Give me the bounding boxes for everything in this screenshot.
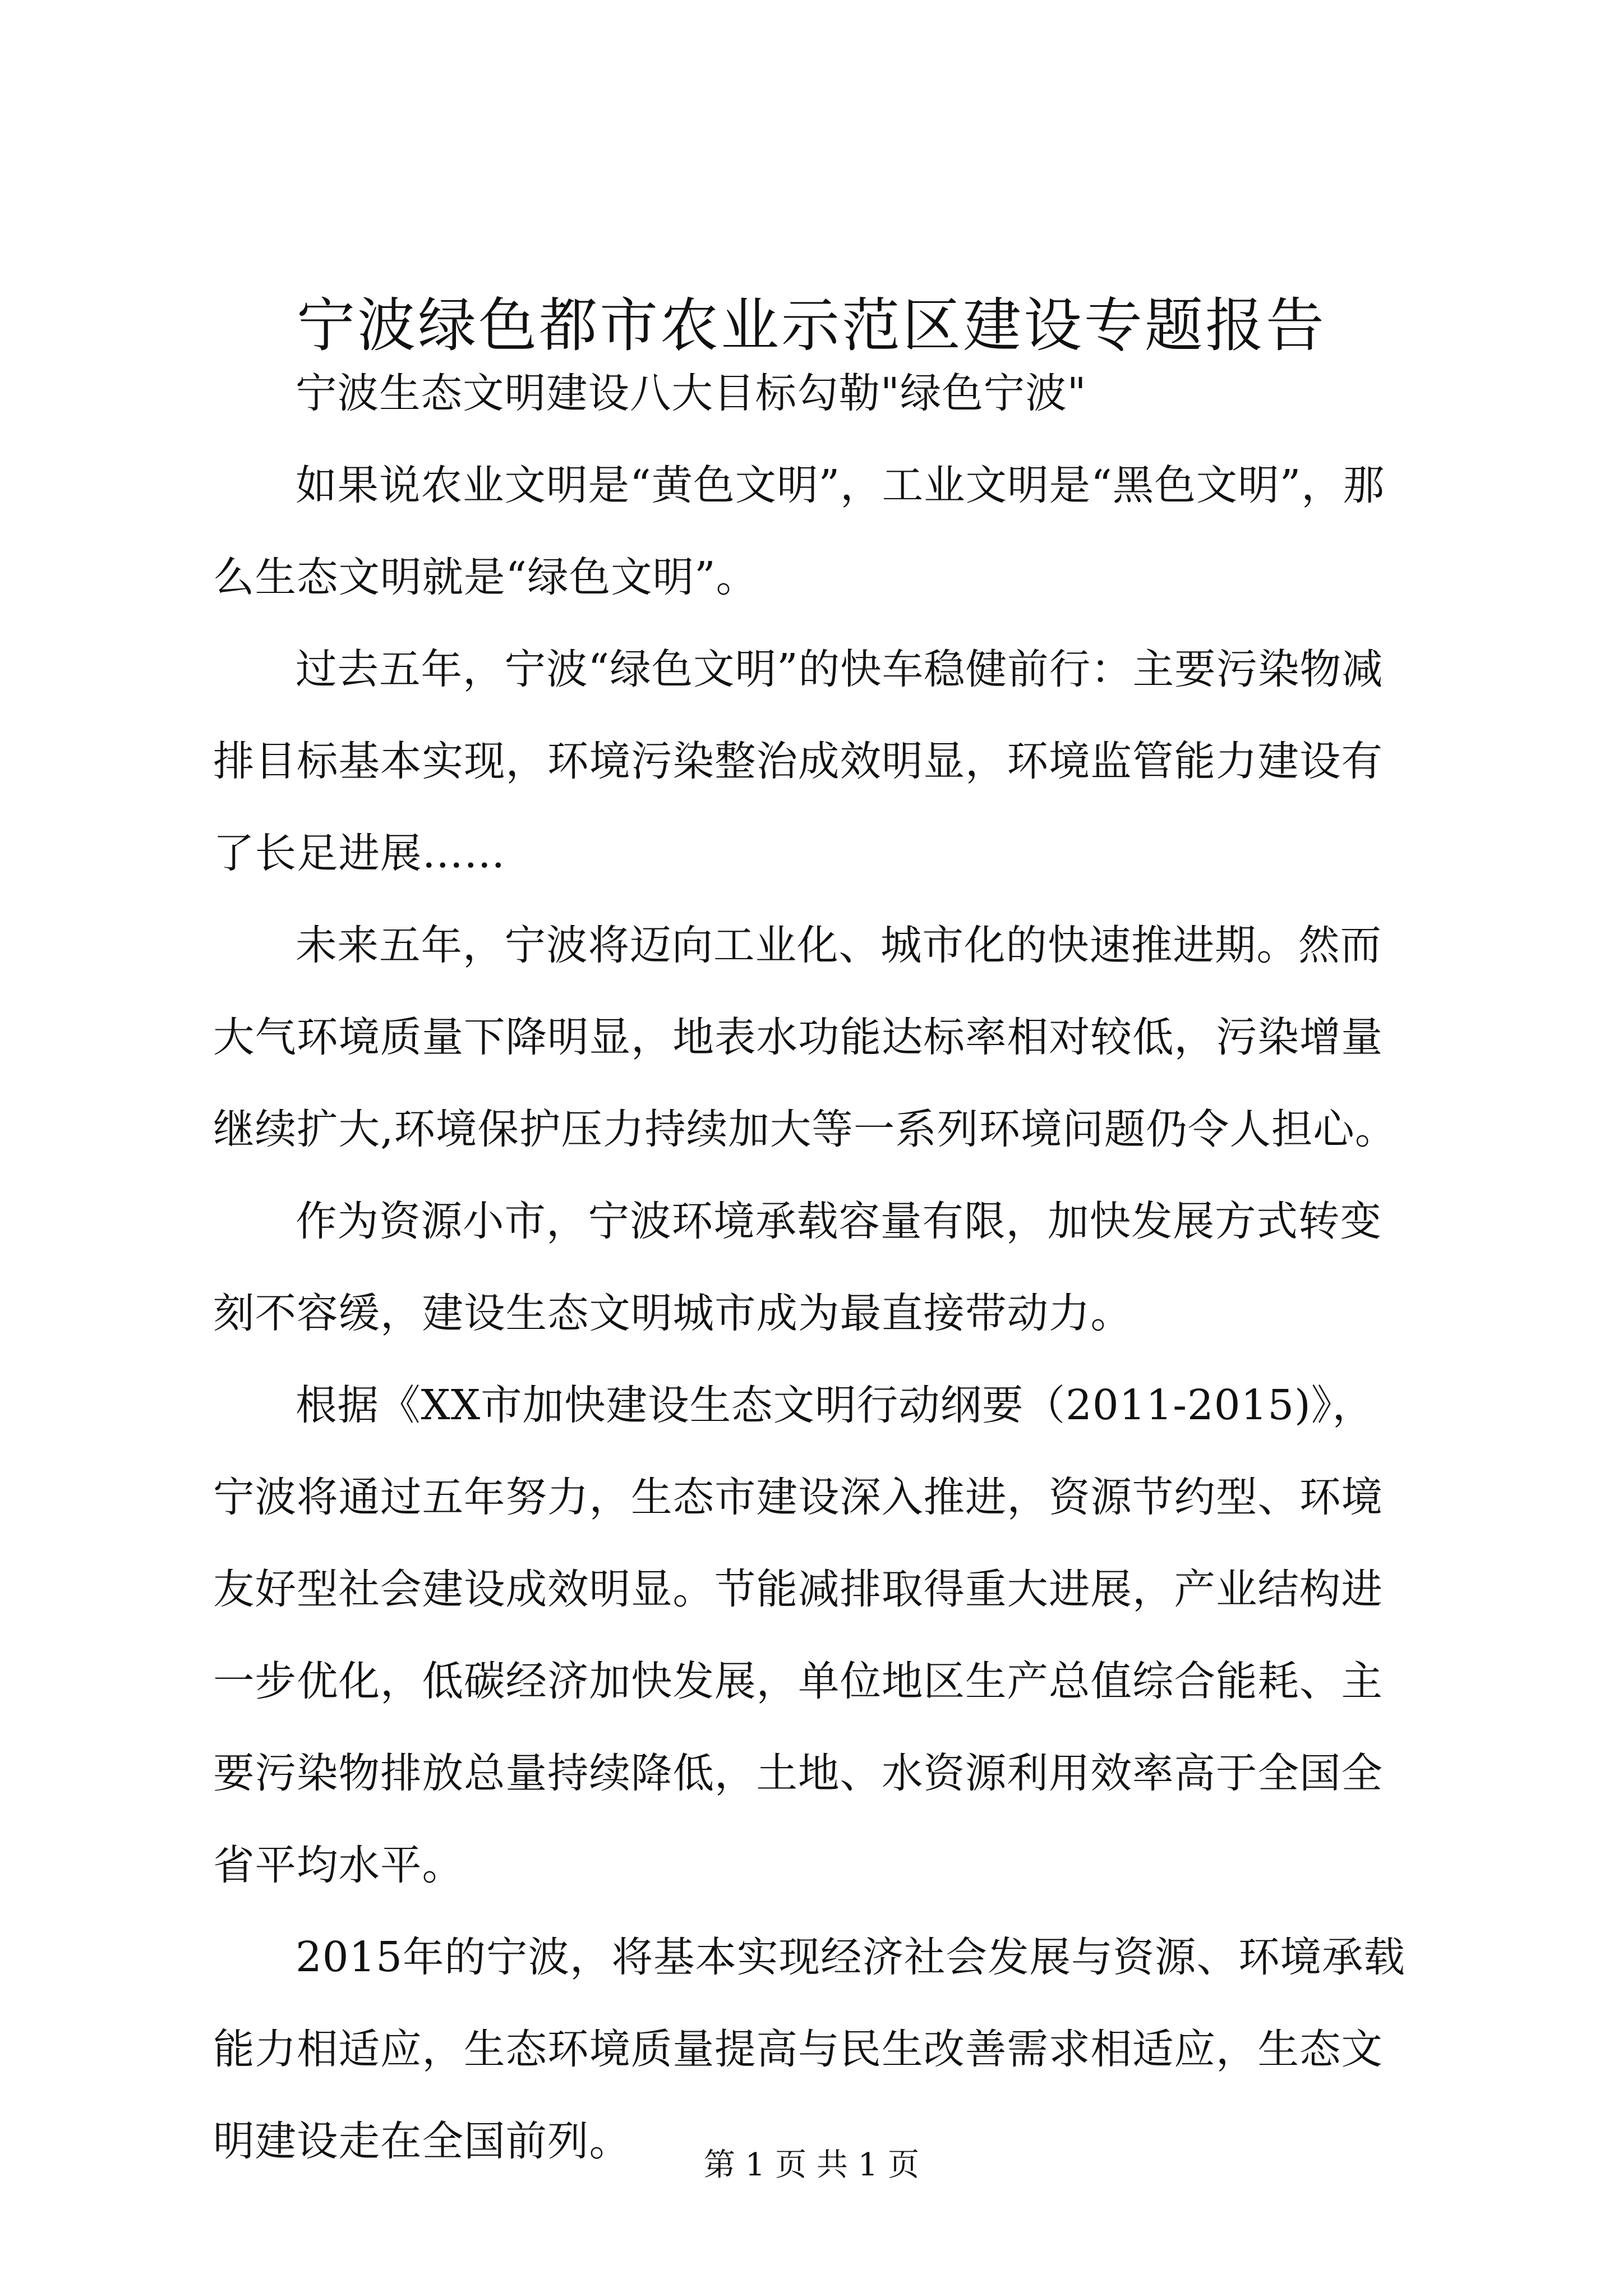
document-title: 宁波绿色都市农业示范区建设专题报告 (296, 291, 1326, 360)
paragraph: 如果说农业文明是“黄色文明”，工业文明是“黑色文明”，那么生态文明就是“绿色文明”。 (213, 462, 1385, 601)
page-footer: 第 1 页 共 1 页 (703, 2147, 920, 2183)
paragraph: 根据《XX市加快建设生态文明行动纲要（2011-2015)》，宁波将通过五年努力，生态市建设深入推进，资源节约型、环境友好型社会建设成效明显。节能减排取得重大进展，产业结构进一步优化，低碳经济加快发展，单位地区生产总值综合能耗、主要污染物排放总量持续降低，土地、水资源利用效率高于全国全省平均水平。 (213, 1382, 1383, 1889)
paragraph: 作为资源小市，宁波环境承载容量有限，加快发展方式转变刻不容缓，建设生态文明城市成为最直接带动力。 (213, 1198, 1382, 1337)
paragraph: 未来五年，宁波将迈向工业化、城市化的快速推进期。然而大气环境质量下降明显，地表水功能达标率相对较低，污染增量继续扩大,环境保护压力持续加大等一系列环境问题仍令人担心。 (213, 922, 1397, 1153)
paragraph: 过去五年，宁波“绿色文明”的快车稳健前行：主要污染物减排目标基本实现，环境污染整治成效明显，环境监管能力建设有了长足进展…… (213, 646, 1384, 877)
paragraph: 2015年的宁波，将基本实现经济社会发展与资源、环境承载能力相适应，生态环境质量提高与民生改善需求相适应，生态文明建设走在全国前列。 (213, 1934, 1406, 2165)
paragraph-subtitle: 宁波生态文明建设八大目标勾勒"绿色宁波" (296, 370, 1087, 417)
document-body (213, 348, 1410, 2188)
